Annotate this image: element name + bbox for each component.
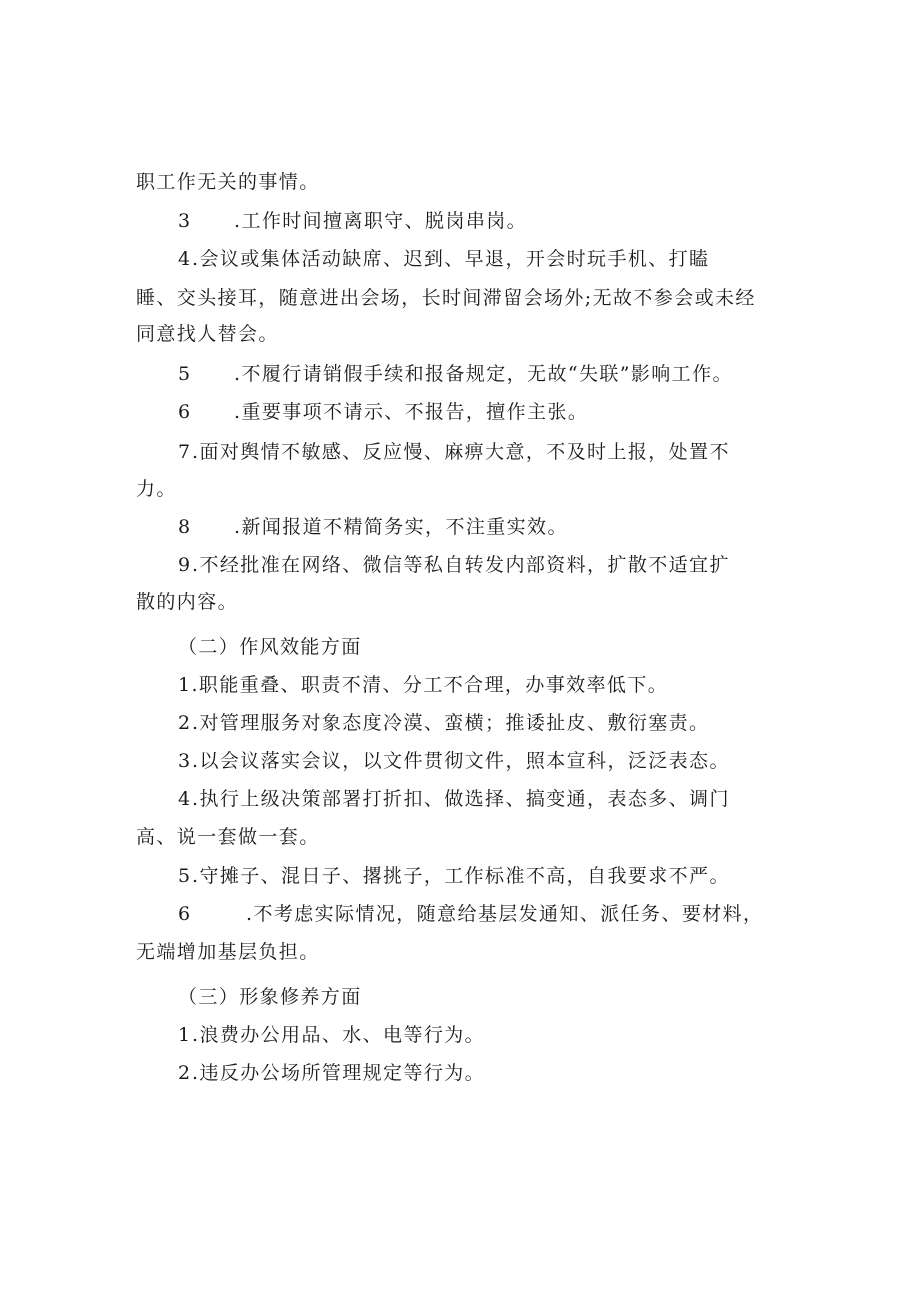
line-text: 无端增加基层负担。 xyxy=(136,941,320,963)
section-heading xyxy=(178,985,838,1009)
item-number: 9 xyxy=(178,554,192,576)
line-text: 职工作无关的事情。 xyxy=(136,171,320,193)
list-item xyxy=(178,553,796,577)
list-item xyxy=(178,1023,796,1047)
list-item xyxy=(178,1061,796,1085)
item-text: .对管理服务对象态度冷漠、蛮横；推诿扯皮、敷衍塞责。 xyxy=(192,712,710,734)
item-text: .工作时间擅离职守、脱岗串岗。 xyxy=(234,210,528,232)
item-text: .以会议落实会议，以文件贯彻文件，照本宣科，泛泛表态。 xyxy=(192,750,730,772)
section-heading xyxy=(178,635,838,659)
item-text: .不履行请销假手续和报备规定，无故“失联”影响工作。 xyxy=(234,363,733,385)
line-text: 力。 xyxy=(136,478,177,500)
line-text: 高、说一套做一套。 xyxy=(136,826,320,848)
item-number: 3 xyxy=(178,750,192,772)
item-number: 6 xyxy=(178,903,192,925)
section-heading-text: （二）作风效能方面 xyxy=(178,636,362,658)
item-number: 8 xyxy=(178,516,192,538)
item-text: .重要事项不请示、不报告，擅作主张。 xyxy=(234,401,589,423)
paragraph-line xyxy=(136,322,796,346)
item-number: 6 xyxy=(178,401,192,423)
item-number: 4 xyxy=(178,788,192,810)
paragraph-line xyxy=(136,477,796,501)
item-text: .浪费办公用品、水、电等行为。 xyxy=(192,1024,486,1046)
line-text: 同意找人替会。 xyxy=(136,323,279,345)
paragraph-line xyxy=(136,825,796,849)
list-item xyxy=(178,864,796,888)
item-number: 7 xyxy=(178,441,192,463)
list-item xyxy=(178,362,796,386)
list-item xyxy=(178,247,796,271)
item-text: .面对舆情不敏感、反应慢、麻痹大意，不及时上报，处置不 xyxy=(192,441,730,463)
list-item xyxy=(178,400,796,424)
item-number: 1 xyxy=(178,1024,192,1046)
item-text: .执行上级决策部署打折扣、做选择、搞变通，表态多、调门 xyxy=(192,788,730,810)
list-item xyxy=(178,749,796,773)
list-item xyxy=(178,711,796,735)
list-item xyxy=(178,515,796,539)
list-item xyxy=(178,902,796,926)
item-number: 2 xyxy=(178,712,192,734)
item-number: 5 xyxy=(178,363,192,385)
paragraph-line xyxy=(136,170,796,194)
list-item xyxy=(178,673,796,697)
line-text: 睡、交头接耳，随意进出会场，长时间滞留会场外;无故不参会或未经 xyxy=(136,287,756,309)
item-text: .违反办公场所管理规定等行为。 xyxy=(192,1062,486,1084)
line-text: 散的内容。 xyxy=(136,591,239,613)
item-text: 1.职能重叠、职责不清、分工不合理，办事效率低下。 xyxy=(178,674,669,696)
list-item xyxy=(178,440,796,464)
item-number: 4 xyxy=(178,248,192,270)
item-text: .守摊子、混日子、撂挑子，工作标准不高，自我要求不严。 xyxy=(192,865,730,887)
paragraph-line xyxy=(136,286,796,310)
item-number: 2 xyxy=(178,1062,192,1084)
item-text: .会议或集体活动缺席、迟到、早退，开会时玩手机、打瞌 xyxy=(192,248,710,270)
item-text: .不考虑实际情况，随意给基层发通知、派任务、要材料， xyxy=(246,903,764,925)
list-item xyxy=(178,787,796,811)
item-number: 5 xyxy=(178,865,192,887)
item-text: .不经批准在网络、微信等私自转发内部资料，扩散不适宜扩 xyxy=(192,554,730,576)
list-item xyxy=(178,209,796,233)
section-heading-text: （三）形象修养方面 xyxy=(178,986,362,1008)
item-text: .新闻报道不精简务实，不注重实效。 xyxy=(234,516,568,538)
paragraph-line xyxy=(136,590,796,614)
item-number: 3 xyxy=(178,210,192,232)
paragraph-line xyxy=(136,940,796,964)
